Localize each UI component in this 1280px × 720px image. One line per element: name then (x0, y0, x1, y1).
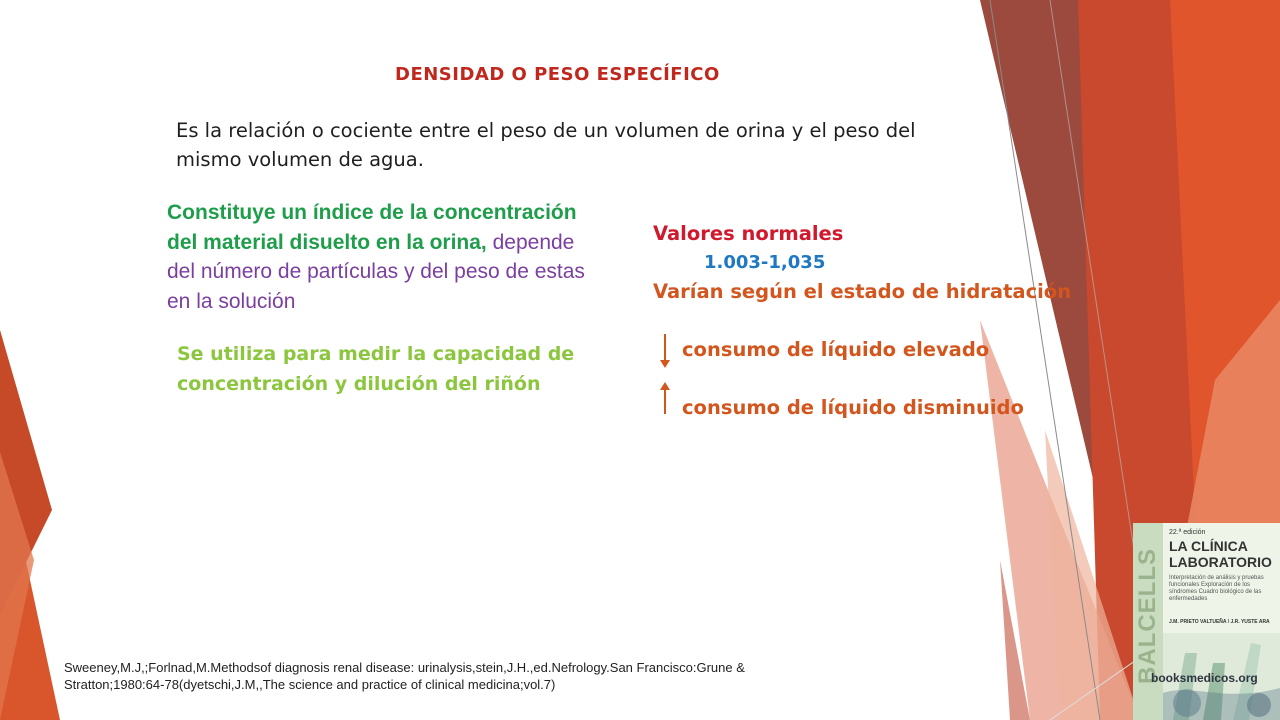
normal-values-range: 1.003-1,035 (704, 252, 826, 273)
consumption-low-text: consumo de líquido disminuido (682, 396, 1024, 419)
book-authors: J.M. PRIETO VALTUEÑA / J.R. YUSTE ARA (1169, 619, 1270, 625)
consumption-high-text: consumo de líquido elevado (682, 338, 990, 361)
arrow-down-icon (654, 332, 676, 372)
book-cover-image (1133, 523, 1280, 720)
book-title (1169, 538, 1272, 570)
index-purple-text: depende del número de partículas y del peso de estas en la solución (167, 230, 585, 313)
index-green-text: Constituye un índice de la concentración del material disuelto en la orina, (167, 201, 577, 254)
book-spine-text: BALCELLS (1134, 548, 1161, 684)
book-title-line1: LA CLÍNICA (1169, 538, 1248, 554)
book-subtitle: Interpretación de análisis y pruebas funcionales Exploración de los síndromes Cuadro biológico de las enfermedades (1169, 575, 1264, 602)
normal-values-label: Valores normales (653, 222, 844, 245)
hydration-variation-text: Varían según el estado de hidratación (653, 280, 1072, 303)
slide-title: DENSIDAD O PESO ESPECÍFICO (395, 64, 720, 85)
measure-capacity-text: Se utiliza para medir la capacidad de concentración y dilución del riñón (177, 343, 575, 395)
booksmedicos-watermark: booksmedicos.org (1151, 671, 1258, 685)
book-spine (1133, 523, 1163, 720)
definition-text: Es la relación o cociente entre el peso de un volumen de orina y el peso del mismo volumen de agua. (176, 119, 916, 171)
bibliographic-reference: Sweeney,M.J,;Forlnad,M.Methodsof diagnosis renal disease: urinalysis,stein,J.H.,ed.Nefrology.San Francisco:Grune & Stratton;1980:64-78(dyetschi,J.M,,The science and practice of clinical medicina;vol.7) (64, 660, 745, 692)
concentration-index-text (167, 198, 587, 316)
book-title-line2: LABORATORIO (1169, 554, 1272, 570)
arrow-up-icon (654, 380, 676, 416)
book-edition: 22.ª edición (1169, 529, 1206, 536)
